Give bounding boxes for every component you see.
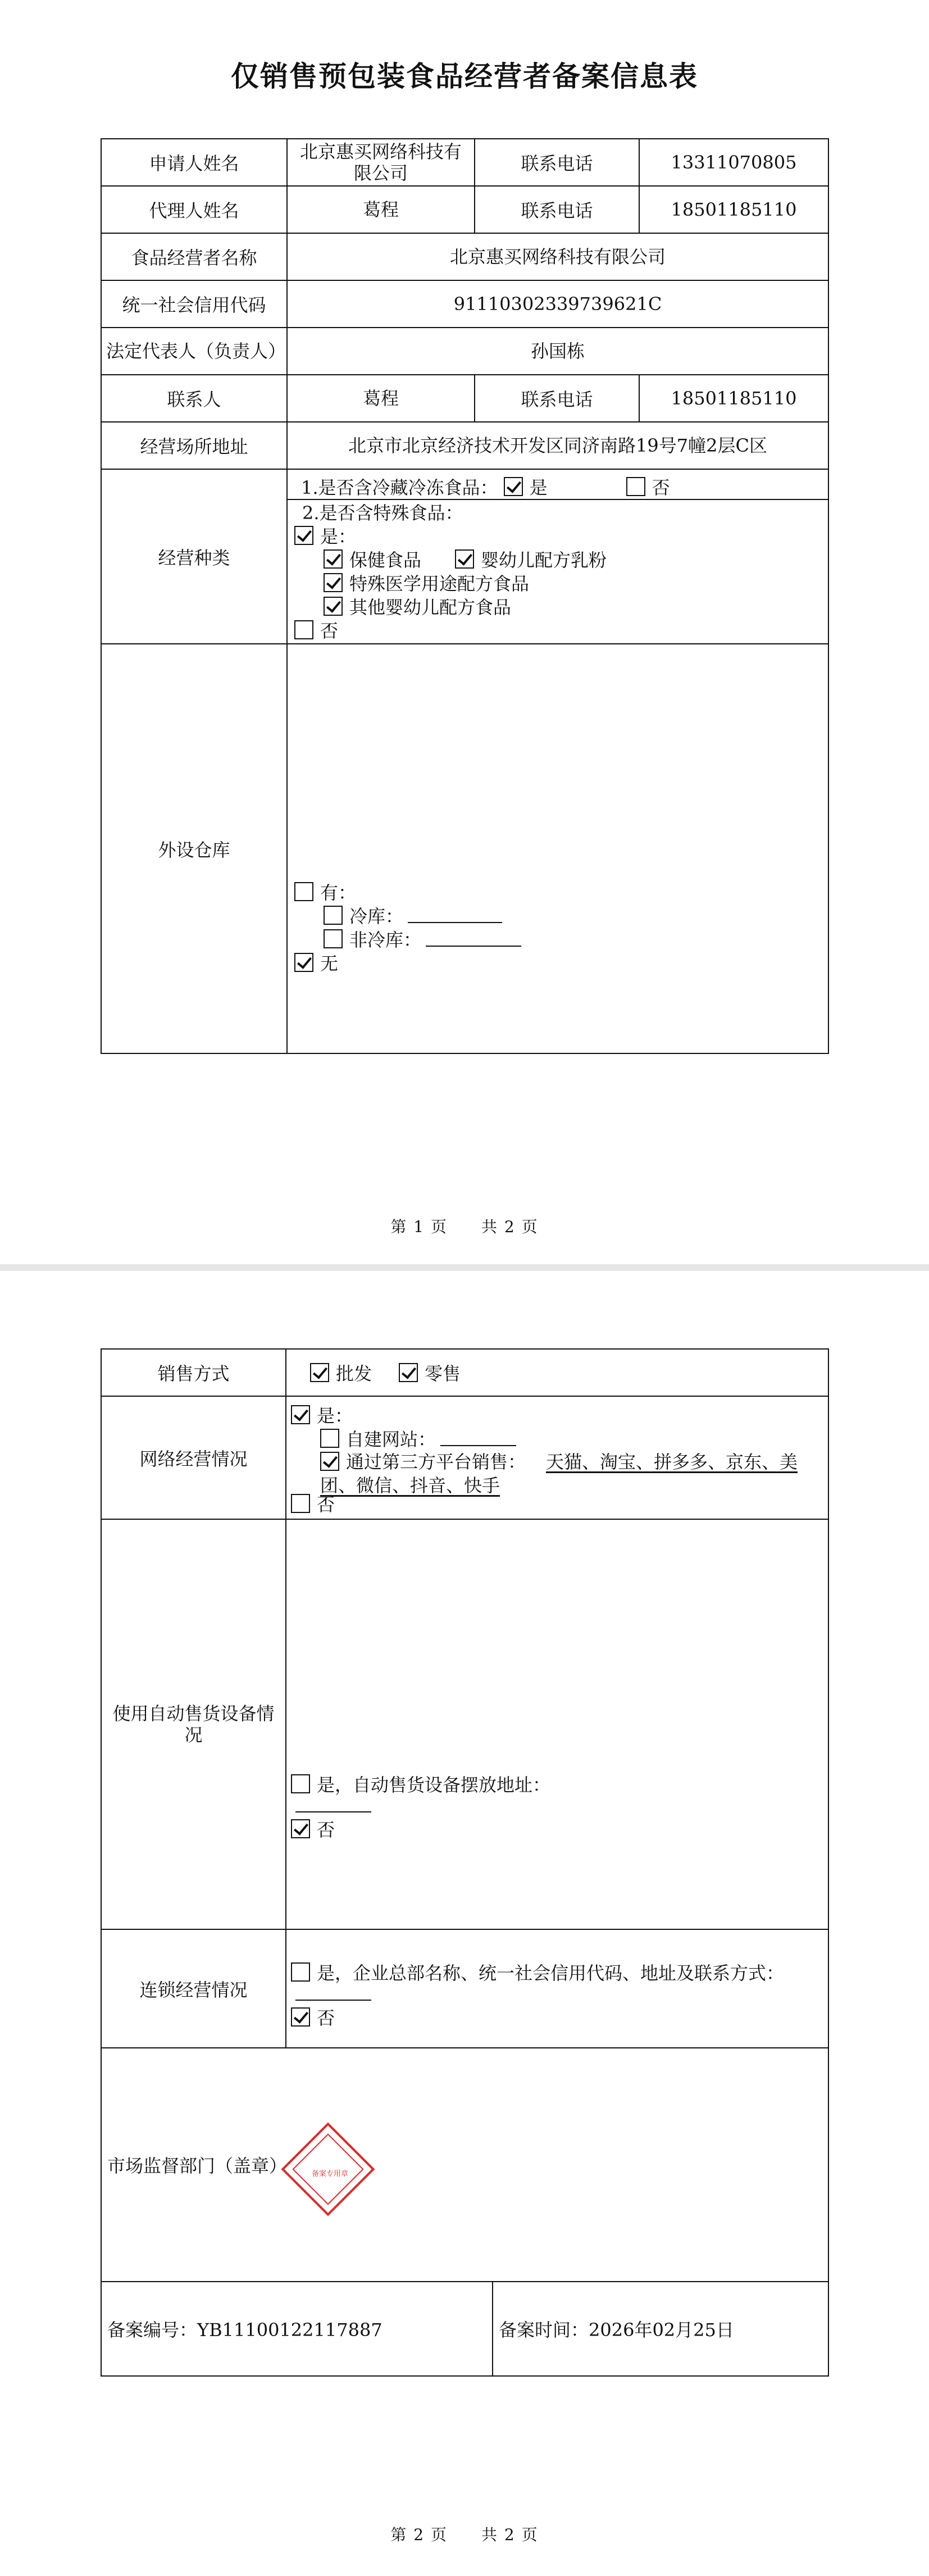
infant-milk-label: 婴幼儿配方乳粉 — [481, 549, 607, 571]
chain-label: 连锁经营情况 — [101, 1929, 286, 2048]
own-site-row — [291, 1426, 828, 1450]
chain-content — [286, 1929, 828, 2048]
third-party-label: 通过第三方平台销售： — [346, 1451, 526, 1473]
legal-rep-value: 孙国栋 — [287, 328, 828, 375]
warehouse-no-row — [294, 951, 828, 974]
warehouse-label: 外设仓库 — [101, 644, 287, 1053]
online-yes-checkbox[interactable] — [291, 1405, 310, 1424]
chain-yes-checkbox[interactable] — [291, 1962, 310, 1982]
vending-address-blank[interactable] — [295, 1805, 371, 1812]
cold-food-yes-label: 是 — [529, 476, 548, 498]
cold-storage-row — [294, 903, 828, 927]
warehouse-no-label: 无 — [320, 952, 339, 974]
non-cold-storage-checkbox[interactable] — [324, 929, 343, 948]
warehouse-yes-row — [294, 880, 828, 903]
retail-checkbox[interactable] — [399, 1363, 418, 1382]
non-cold-storage-label: 非冷库： — [349, 929, 422, 951]
record-time-cell — [493, 2282, 828, 2376]
document-title: 仅销售预包装食品经营者备案信息表 — [231, 60, 698, 93]
applicant-name-value: 北京惠买网络科技有限公司 — [287, 139, 475, 186]
chain-no-row — [291, 2005, 828, 2029]
third-party-platforms: 天猫、淘宝、拼多多、京东、美团、微信、抖音、快手 — [320, 1451, 798, 1496]
address-value: 北京市北京经济技术开发区同济南路19号7幢2层C区 — [287, 422, 828, 469]
vending-content — [286, 1519, 828, 1929]
form-table-2 — [101, 1348, 829, 2377]
other-infant-checkbox[interactable] — [324, 597, 343, 616]
non-cold-storage-blank[interactable] — [426, 931, 521, 947]
category-label: 经营种类 — [101, 469, 287, 644]
chain-info-blank[interactable] — [295, 1993, 371, 2001]
own-site-label: 自建网站： — [346, 1428, 436, 1450]
online-yes-row — [291, 1403, 828, 1426]
page-1 — [0, 0, 929, 1264]
market-dept-label: 市场监督部门（盖章） — [107, 2155, 288, 2177]
special-food-yes-label: 是： — [320, 525, 357, 547]
special-food-no-label: 否 — [320, 620, 339, 642]
operator-name-label: 食品经营者名称 — [101, 233, 287, 280]
page-2 — [0, 1271, 929, 2576]
record-time: 备案时间：2026年02月25日 — [499, 2319, 734, 2341]
cold-storage-checkbox[interactable] — [324, 906, 343, 925]
form-table-1 — [101, 138, 829, 1054]
cold-food-question — [288, 474, 828, 500]
other-infant-row — [294, 594, 828, 618]
sales-method-row — [310, 1361, 828, 1384]
vending-no-checkbox[interactable] — [291, 1819, 310, 1838]
health-food-checkbox[interactable] — [324, 549, 343, 569]
vending-yes-checkbox[interactable] — [291, 1774, 310, 1793]
category-content — [287, 469, 828, 644]
online-no-label: 否 — [317, 1493, 335, 1515]
special-food-question-text: 2.是否含特殊食品： — [302, 502, 463, 524]
medical-food-row — [294, 571, 828, 594]
cold-food-question-text: 1.是否含冷藏冷冻食品： — [301, 476, 498, 498]
own-site-checkbox[interactable] — [320, 1429, 339, 1448]
contact-phone-value: 18501185110 — [639, 375, 828, 422]
online-no-checkbox[interactable] — [291, 1494, 310, 1513]
non-cold-storage-row — [294, 927, 828, 951]
vending-label: 使用自动售货设备情况 — [101, 1519, 286, 1929]
contact-phone-label: 联系电话 — [475, 375, 639, 422]
contact-label: 联系人 — [101, 375, 287, 422]
cold-storage-label: 冷库： — [349, 905, 404, 927]
record-number: 备案编号：YB11100122117887 — [107, 2319, 382, 2341]
chain-no-label: 否 — [317, 2007, 335, 2029]
applicant-phone-value: 13311070805 — [639, 139, 828, 186]
sales-method-label: 销售方式 — [101, 1349, 286, 1396]
market-dept-cell — [101, 2048, 828, 2282]
cold-food-no-label: 否 — [652, 476, 670, 498]
warehouse-content — [287, 644, 828, 1053]
cold-storage-blank[interactable] — [408, 907, 502, 923]
chain-yes-label: 是，企业总部名称、统一社会信用代码、地址及联系方式： — [317, 1962, 785, 1984]
medical-food-label: 特殊医学用途配方食品 — [349, 573, 530, 594]
agent-name-value: 葛程 — [287, 186, 475, 233]
special-food-yes-checkbox[interactable] — [294, 526, 313, 545]
special-food-yes-row — [294, 524, 828, 547]
health-food-label: 保健食品 — [349, 549, 422, 571]
credit-code-label: 统一社会信用代码 — [101, 280, 287, 328]
medical-food-checkbox[interactable] — [324, 573, 343, 592]
stamp-text: 备案专用章 — [312, 2170, 349, 2178]
health-food-row — [294, 547, 828, 571]
vending-no-row — [291, 1817, 828, 1841]
cold-food-yes-checkbox[interactable] — [504, 477, 523, 496]
wholesale-checkbox[interactable] — [310, 1363, 329, 1382]
official-stamp — [280, 2130, 377, 2209]
chain-no-checkbox[interactable] — [291, 2007, 310, 2027]
record-number-cell — [101, 2282, 493, 2376]
sales-method-content — [286, 1349, 828, 1396]
third-party-checkbox[interactable] — [320, 1452, 339, 1471]
applicant-name-label: 申请人姓名 — [101, 139, 287, 186]
special-food-no-row — [294, 618, 828, 642]
agent-phone-label: 联系电话 — [475, 186, 639, 233]
special-food-no-checkbox[interactable] — [294, 620, 313, 639]
page-footer-2: 第 2 页 共 2 页 — [390, 2525, 539, 2544]
retail-label: 零售 — [425, 1363, 461, 1384]
own-site-blank[interactable] — [440, 1430, 516, 1446]
agent-phone-value: 18501185110 — [639, 186, 828, 233]
warehouse-yes-label: 有： — [320, 882, 357, 903]
credit-code-value: 91110302339739621C — [287, 280, 828, 328]
agent-name-label: 代理人姓名 — [101, 186, 287, 233]
other-infant-label: 其他婴幼儿配方食品 — [349, 596, 512, 618]
vending-no-label: 否 — [317, 1819, 335, 1841]
legal-rep-label: 法定代表人（负责人） — [101, 328, 287, 375]
applicant-phone-label: 联系电话 — [475, 139, 639, 186]
operator-name-value: 北京惠买网络科技有限公司 — [287, 233, 828, 280]
third-party-row — [291, 1450, 828, 1497]
warehouse-no-checkbox[interactable] — [294, 953, 313, 972]
special-food-question — [294, 500, 828, 524]
chain-yes-row — [291, 1960, 828, 1984]
online-yes-label: 是： — [317, 1405, 353, 1426]
online-business-content — [286, 1396, 828, 1519]
vending-yes-label: 是，自动售货设备摆放地址： — [317, 1774, 551, 1796]
address-label: 经营场所地址 — [101, 422, 287, 469]
wholesale-label: 批发 — [336, 1363, 372, 1384]
cold-food-no-checkbox[interactable] — [626, 477, 645, 496]
online-business-label: 网络经营情况 — [101, 1396, 286, 1519]
page-footer-1: 第 1 页 共 2 页 — [390, 1217, 539, 1236]
infant-milk-checkbox[interactable] — [455, 549, 474, 569]
contact-name-value: 葛程 — [287, 375, 475, 422]
vending-yes-row — [291, 1772, 828, 1796]
warehouse-yes-checkbox[interactable] — [294, 882, 313, 901]
